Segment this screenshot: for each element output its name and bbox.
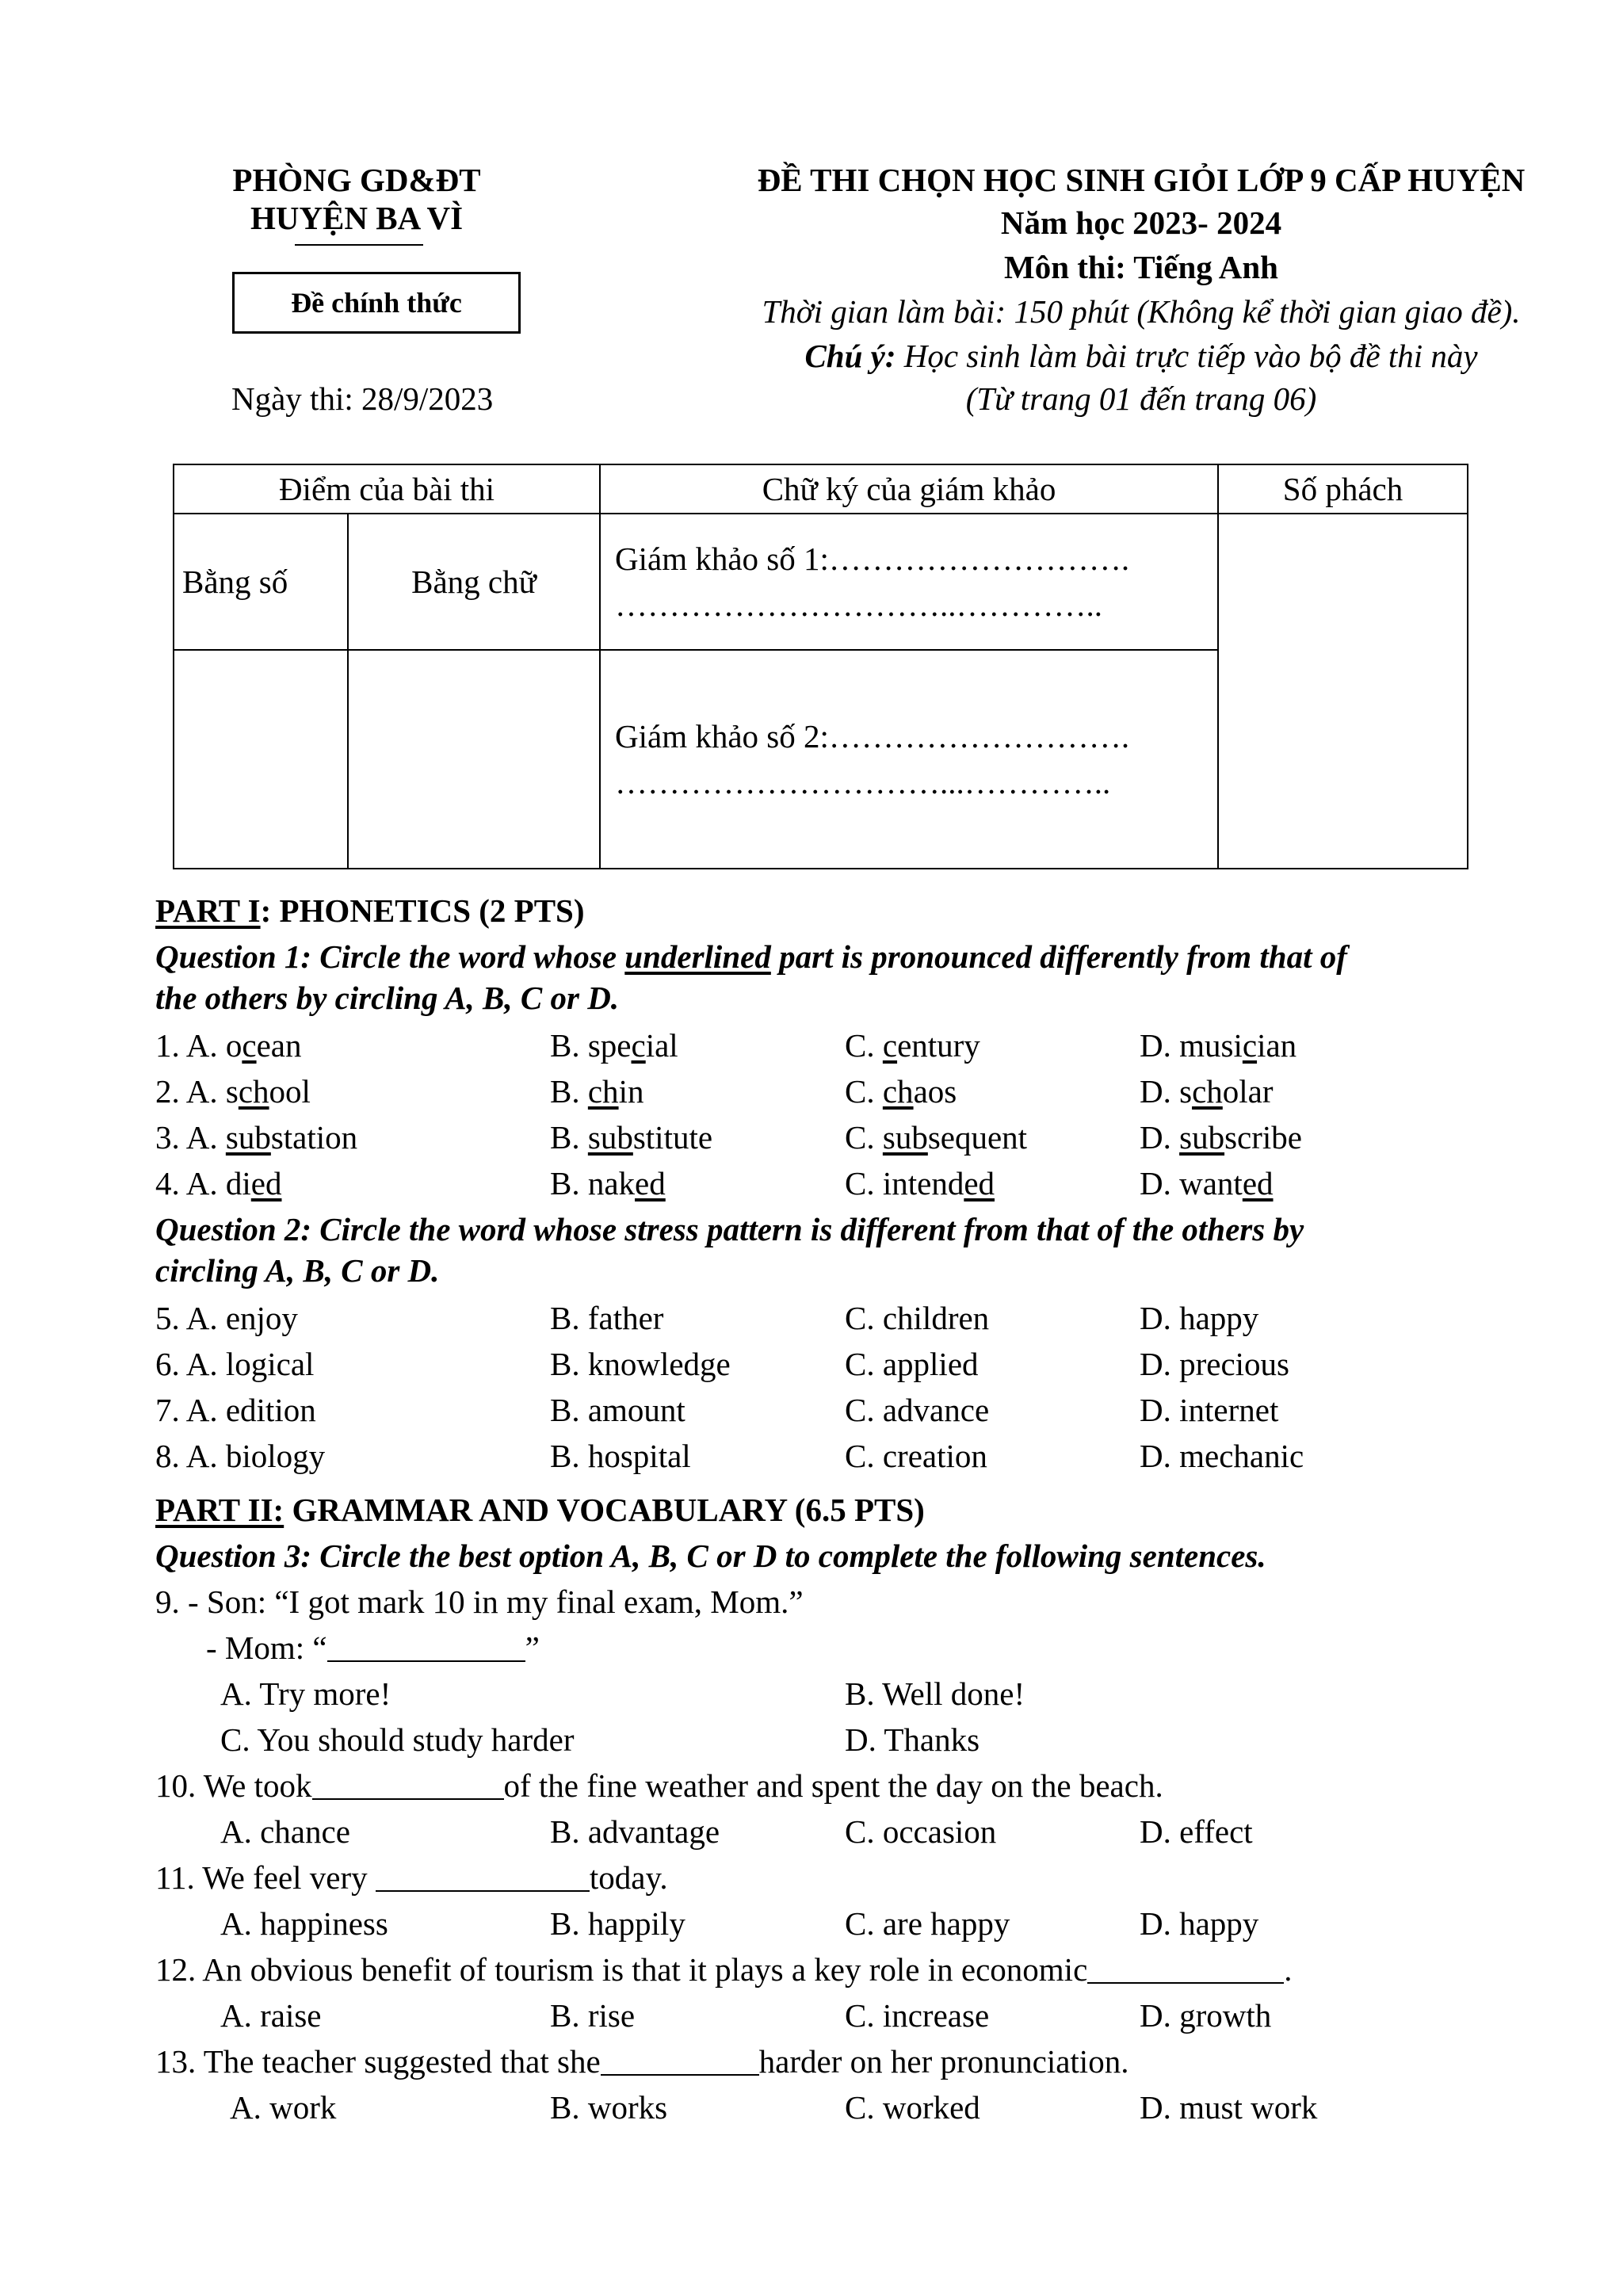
part2-heading xyxy=(155,1487,925,1533)
q1-text-before: Question 1: Circle the word whose xyxy=(155,938,625,975)
examiner-2-cell xyxy=(600,650,1218,869)
official-exam-label: Đề chính thức xyxy=(291,287,462,319)
part1-title: : PHONETICS (2 PTS) xyxy=(260,892,585,929)
q10-blank xyxy=(312,1767,504,1800)
department-name: PHÒNG GD&ĐT xyxy=(232,162,481,198)
subject: Môn thi: Tiếng Anh xyxy=(1004,249,1278,285)
q1-row-2: 2. A. school B. chin C. chaos D. scholar xyxy=(155,1073,1274,1110)
exam-duration: Thời gian làm bài: 150 phút (Không kể thời gian giao đề). xyxy=(762,293,1521,330)
q12-blank xyxy=(1087,1950,1284,1984)
q12-prompt: 12. An obvious benefit of tourism is that it plays a key role in economic . xyxy=(155,1951,1293,1988)
part1-heading xyxy=(155,888,585,934)
q13-prompt: 13. The teacher suggested that she harder on her pronunciation. xyxy=(155,2043,1129,2080)
part2-title: GRAMMAR AND VOCABULARY (6.5 PTS) xyxy=(284,1492,925,1528)
examiner-1-dots: …………………………..………….. xyxy=(615,586,1103,623)
q1-text-after: part is pronounced differently from that of xyxy=(770,938,1347,975)
examiner-1-cell xyxy=(600,514,1218,650)
q10-prompt: 10. We took of the fine weather and spent the day on the beach. xyxy=(155,1767,1163,1804)
q9-prompt: 9. - Son: “I got mark 10 in my final exam, Mom.” xyxy=(155,1584,804,1620)
question-1-instruction xyxy=(155,934,1347,980)
q11-prompt: 11. We feel very today. xyxy=(155,1859,668,1896)
district-name: HUYỆN BA VÌ xyxy=(250,200,464,236)
part1-label: PART I xyxy=(155,892,261,929)
q1-row-3: 3. A. substation B. substitute C. subsequent D. subscribe xyxy=(155,1119,1302,1156)
q13-options: A. work B. works C. worked D. must work xyxy=(230,2089,1318,2126)
header-divider xyxy=(295,244,423,246)
examiner-2-line: Giám khảo số 2:………………………. xyxy=(615,718,1130,755)
q9-response: - Mom: “ ” xyxy=(206,1629,540,1666)
question-2-instruction: Question 2: Circle the word whose stress pattern is different from that of the others by xyxy=(155,1211,1304,1247)
q9-options-row2: C. You should study harder D. Thanks xyxy=(220,1721,980,1758)
q9-options-row1: A. Try more! B. Well done! xyxy=(220,1675,1025,1712)
q2-row-5: 5. A. enjoy B. father C. children D. happy xyxy=(155,1300,1259,1336)
exam-title: ĐỀ THI CHỌN HỌC SINH GIỎI LỚP 9 CẤP HUYỆN xyxy=(757,162,1526,198)
examiner-2-dots: …………………………...………….. xyxy=(615,764,1111,800)
q1-row-4: 4. A. died B. naked C. intended D. wanted xyxy=(155,1165,1274,1201)
exam-date: Ngày thi: 28/9/2023 xyxy=(231,380,494,417)
signature-header: Chữ ký của giám khảo xyxy=(600,464,1218,514)
q2-row-8: 8. A. biology B. hospital C. creation D. mechanic xyxy=(155,1438,1304,1474)
note-label: Chú ý: xyxy=(804,338,896,374)
part2-label: PART II: xyxy=(155,1492,285,1528)
by-word-label: Bằng chữ xyxy=(348,514,600,650)
question-1-instruction-line2: the others by circling A, B, C or D. xyxy=(155,980,620,1016)
page-range: (Từ trang 01 đến trang 06) xyxy=(965,380,1317,417)
code-cell xyxy=(1218,514,1468,869)
score-number-cell xyxy=(174,650,348,869)
q2-row-7: 7. A. edition B. amount C. advance D. internet xyxy=(155,1392,1279,1428)
q10-options: A. chance B. advantage C. occasion D. effect xyxy=(220,1813,1253,1850)
q1-underlined-word: underlined xyxy=(624,938,771,975)
q2-row-6: 6. A. logical B. knowledge C. applied D. precious xyxy=(155,1346,1290,1382)
school-year: Năm học 2023- 2024 xyxy=(1000,204,1282,241)
q1-row-1: 1. A. ocean B. special C. century D. musician xyxy=(155,1027,1297,1064)
score-header: Điểm của bài thi xyxy=(174,464,600,514)
q11-options: A. happiness B. happily C. are happy D. happy xyxy=(220,1905,1259,1942)
q11-blank xyxy=(376,1859,590,1892)
q9-blank xyxy=(327,1629,525,1662)
note-text: Học sinh làm bài trực tiếp vào bộ đề thi này xyxy=(896,338,1478,374)
by-number-label: Bằng số xyxy=(174,514,348,650)
q12-options: A. raise B. rise C. increase D. growth xyxy=(220,1997,1272,2034)
question-3-instruction: Question 3: Circle the best option A, B, C or D to complete the following sentences. xyxy=(155,1538,1266,1574)
score-table xyxy=(173,464,1468,869)
code-header: Số phách xyxy=(1218,464,1468,514)
score-word-cell xyxy=(348,650,600,869)
q13-blank xyxy=(601,2042,759,2076)
exam-note xyxy=(634,333,1623,379)
examiner-1-line: Giám khảo số 1:………………………. xyxy=(615,541,1130,577)
question-2-instruction-line2: circling A, B, C or D. xyxy=(155,1252,440,1289)
